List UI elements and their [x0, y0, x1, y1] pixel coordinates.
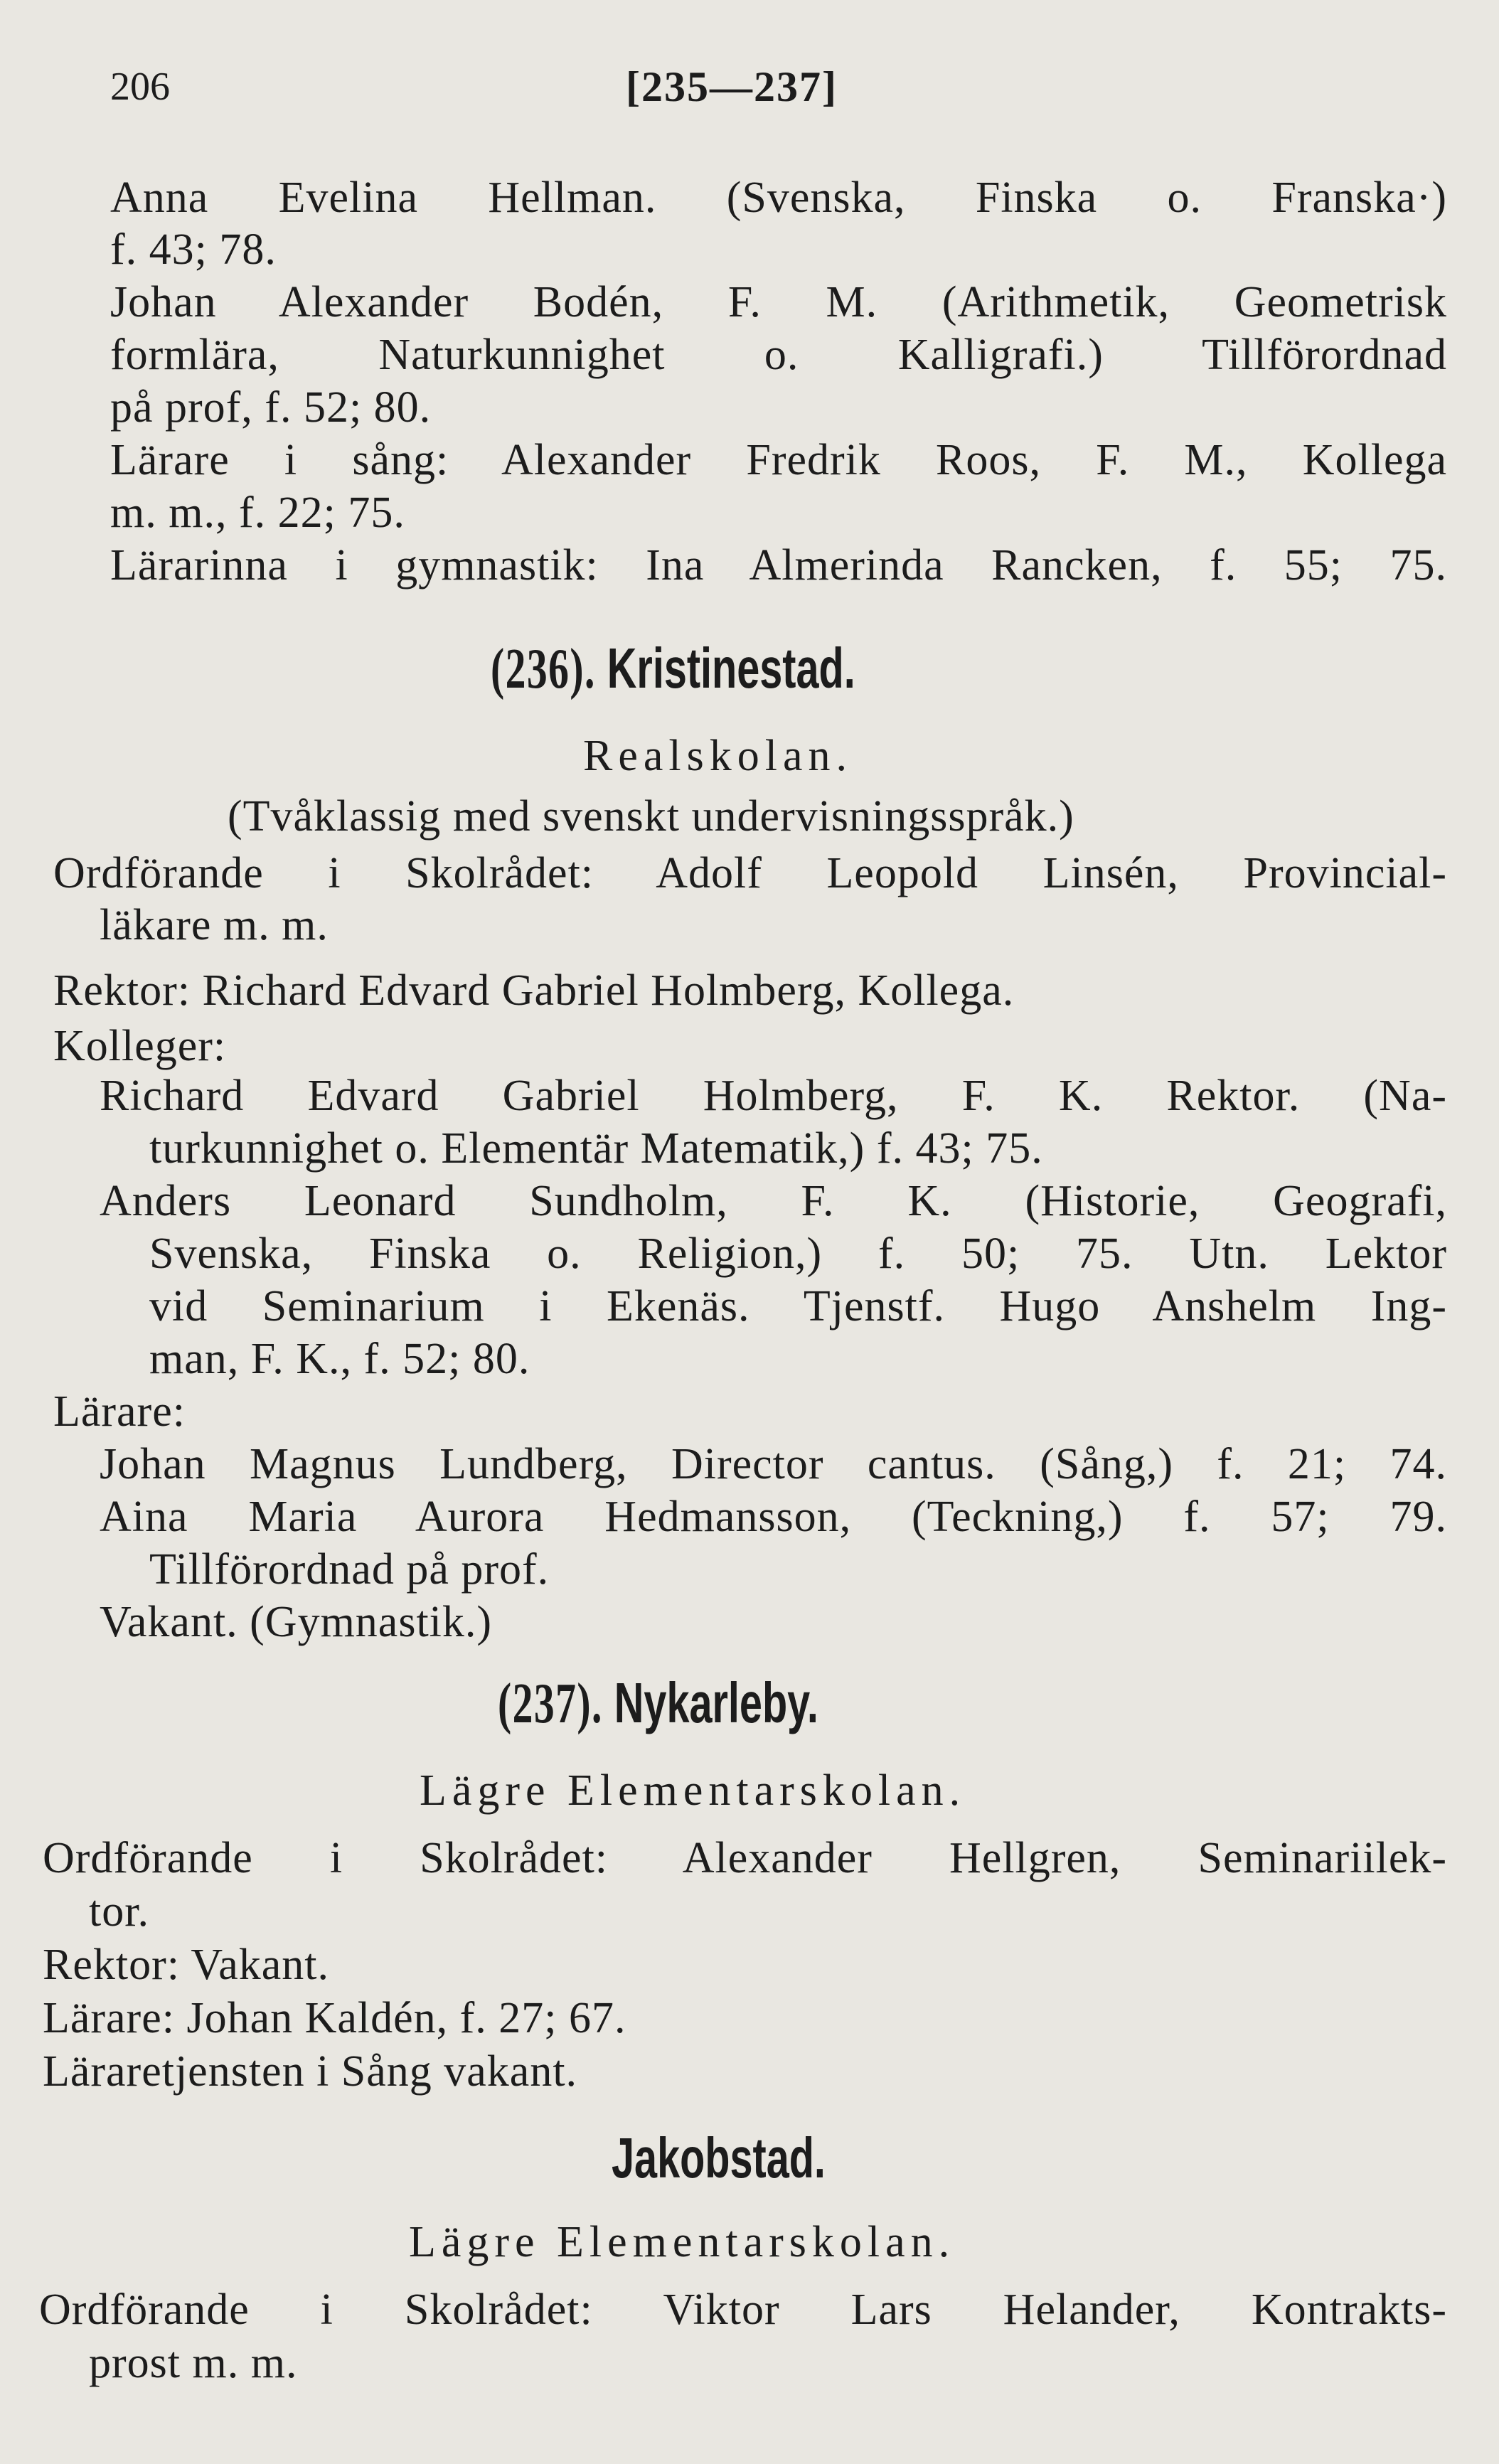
text-line: Rektor: Vakant.: [43, 1941, 330, 1989]
text-line: formlära, Naturkunnighet o. Kalligrafi.) Tillförordnad: [110, 331, 1447, 379]
text-line: Johan Alexander Bodén, F. M. (Arithmetik, Geometrisk: [110, 278, 1447, 326]
text-line: f. 43; 78.: [110, 225, 277, 274]
text-line: prost m. m.: [89, 2339, 298, 2387]
text-line: Anna Evelina Hellman. (Svenska, Finska o. Franska·): [110, 174, 1447, 222]
text-line: Tillförordnad på prof.: [149, 1545, 550, 1594]
text-line: Lärare i sång: Alexander Fredrik Roos, F. M., Kollega: [110, 436, 1447, 484]
text-line: man, F. K., f. 52; 80.: [149, 1335, 530, 1383]
text-line: (Tvåklassig med svenskt undervisningsspråk.): [228, 792, 1074, 841]
text-line: Vakant. (Gymnastik.): [100, 1598, 493, 1646]
text-line: Lärare: Johan Kaldén, f. 27; 67.: [43, 1994, 626, 2042]
town-name: Nykarleby.: [614, 1671, 818, 1734]
text-line: Lärare:: [53, 1387, 186, 1436]
page-number: 206: [110, 65, 170, 109]
text-line: Lärarinna i gymnastik: Ina Almerinda Rancken, f. 55; 75.: [110, 541, 1447, 590]
town-name: Kristinestad.: [607, 636, 855, 700]
text-line: Ordförande i Skolrådet: Adolf Leopold Linsén, Provincial-: [53, 849, 1447, 897]
school-name: Lägre Elementarskolan.: [420, 1766, 966, 1815]
text-line: Ordförande i Skolrådet: Viktor Lars Helander, Kontrakts-: [39, 2286, 1447, 2334]
school-name: Lägre Elementarskolan.: [409, 2218, 956, 2266]
page-range-header: [235—237]: [626, 63, 838, 110]
text-line: turkunnighet o. Elementär Matematik,) f. 43; 75.: [149, 1124, 1043, 1173]
text-line: Läraretjensten i Sång vakant.: [43, 2047, 578, 2096]
text-line: m. m., f. 22; 75.: [110, 489, 405, 537]
text-line: vid Seminarium i Ekenäs. Tjenstf. Hugo Anshelm Ing-: [149, 1282, 1447, 1330]
text-line: Kolleger:: [53, 1022, 227, 1070]
school-name: Realskolan.: [583, 732, 853, 780]
section-heading: [612, 2123, 826, 2194]
section-number: (236).: [491, 638, 596, 700]
text-line: tor.: [89, 1887, 149, 1936]
text-line: Johan Magnus Lundberg, Director cantus. (Sång,) f. 21; 74.: [100, 1440, 1447, 1488]
section-heading: [491, 633, 855, 705]
section-heading: [498, 1668, 818, 1739]
section-number: (237).: [498, 1673, 603, 1735]
text-line: Svenska, Finska o. Religion,) f. 50; 75. Utn. Lektor: [149, 1230, 1447, 1278]
text-line: på prof, f. 52; 80.: [110, 383, 432, 432]
text-line: läkare m. m.: [100, 901, 329, 949]
text-line: Rektor: Richard Edvard Gabriel Holmberg, Kollega.: [53, 966, 1015, 1015]
town-name: Jakobstad.: [612, 2126, 826, 2190]
text-line: Anders Leonard Sundholm, F. K. (Historie, Geografi,: [100, 1177, 1447, 1225]
text-line: Richard Edvard Gabriel Holmberg, F. K. Rektor. (Na-: [100, 1072, 1447, 1120]
text-line: Ordförande i Skolrådet: Alexander Hellgren, Seminariilek-: [43, 1834, 1447, 1882]
text-line: Aina Maria Aurora Hedmansson, (Teckning,) f. 57; 79.: [100, 1493, 1447, 1541]
